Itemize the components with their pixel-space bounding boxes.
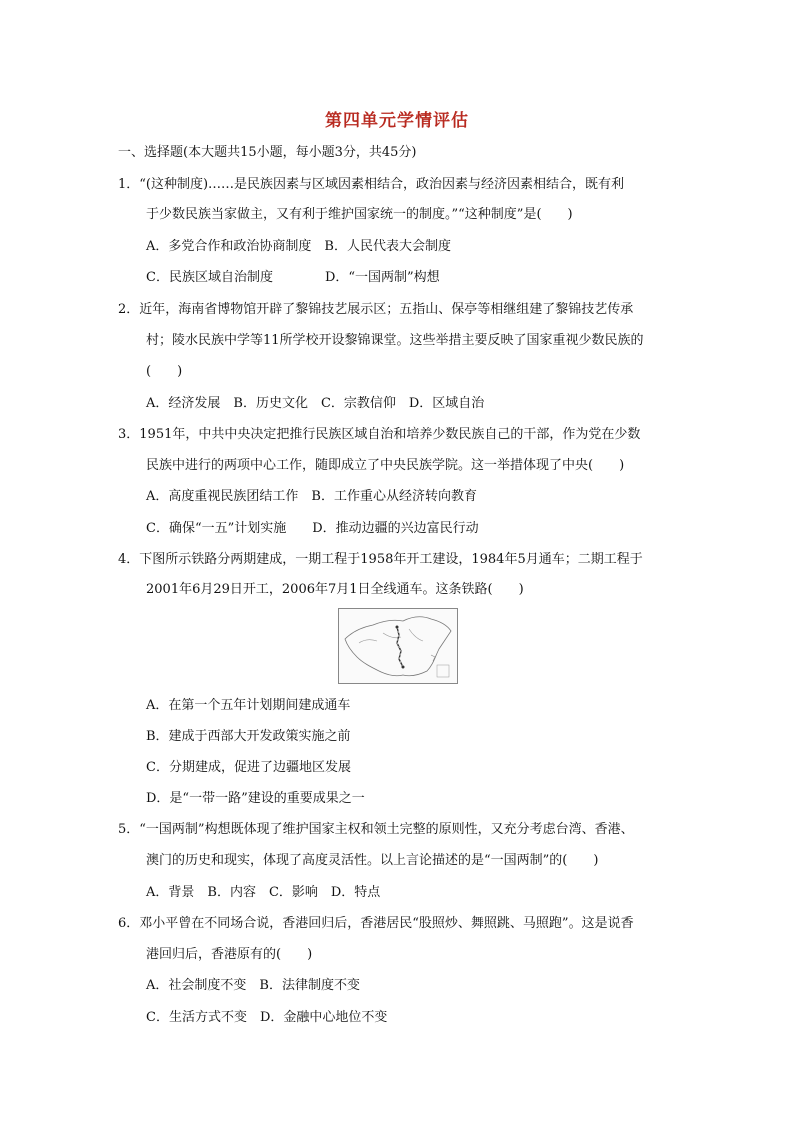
question-3-options-row-2: C．确保“一五”计划实施 D．推动边疆的兴边富民行动 [146,521,479,536]
question-2-options-row-1: A．经济发展 B．历史文化 C．宗教信仰 D．区域自治 [146,396,485,411]
question-1-options-row-2: C．民族区域自治制度 D．“一国两制”构想 [146,270,440,285]
question-5-options-row-1: A．背景 B．内容 C．影响 D．特点 [146,885,381,900]
question-6-text-cont: 港回归后，香港原有的( ) [146,947,313,962]
question-5-text-cont: 澳门的历史和现实，体现了高度灵活性。以上言论描述的是“一国两制”的( ) [146,853,599,868]
question-2-text-cont: 村；陵水民族中学等11所学校开设黎锦课堂。这些举措主要反映了国家重视少数民族的 [146,333,644,348]
question-3-text: 3．1951年，中共中央决定把推行民族区域自治和培养少数民族自己的干部，作为党在少数 [118,427,641,442]
question-6-text: 6．邓小平曾在不同场合说，香港回归后，香港居民“股照炒、舞照跳、马照跑”。这是说香 [118,916,634,931]
question-4-option-c: C．分期建成，促进了边疆地区发展 [146,760,351,775]
question-2-text: 2．近年，海南省博物馆开辟了黎锦技艺展示区；五指山、保亭等相继组建了黎锦技艺传承 [118,302,634,317]
question-4-option-a: A．在第一个五年计划期间建成通车 [146,698,351,713]
question-1-text-cont: 于少数民族当家做主，又有利于维护国家统一的制度。”“这种制度”是( ) [146,207,573,222]
question-1-options-row-1: A．多党合作和政治协商制度 B．人民代表大会制度 [146,239,451,254]
section-heading: 一、选择题(本大题共15小题，每小题3分，共45分) [118,145,417,160]
question-4-text-cont: 2001年6月29日开工，2006年7月1日全线通车。这条铁路( ) [146,582,524,597]
question-6-options-row-1: A．社会制度不变 B．法律制度不变 [146,978,360,993]
china-railway-map-icon [339,609,457,683]
question-3-text-cont: 民族中进行的两项中心工作，随即成立了中央民族学院。这一举措体现了中央( ) [146,458,625,473]
question-1-text: 1．“(这种制度)……是民族因素与区域因素相结合，政治因素与经济因素相结合，既有利 [118,177,625,192]
question-4-option-d: D．是“一带一路”建设的重要成果之一 [146,791,365,806]
question-4-option-b: B．建成于西部大开发政策实施之前 [146,729,351,744]
page-title: 第四单元学情评估 [325,111,469,131]
railway-map-figure [338,608,458,684]
question-6-options-row-2: C．生活方式不变 D．金融中心地位不变 [146,1010,388,1025]
question-4-text: 4．下图所示铁路分两期建成，一期工程于1958年开工建设，1984年5月通车；二期工程于 [118,552,643,567]
question-2-text-cont-2: ( ) [146,364,183,379]
question-5-text: 5．“一国两制”构想既体现了维护国家主权和领土完整的原则性，又充分考虑台湾、香港、 [118,822,634,837]
question-3-options-row-1: A．高度重视民族团结工作 B．工作重心从经济转向教育 [146,489,477,504]
